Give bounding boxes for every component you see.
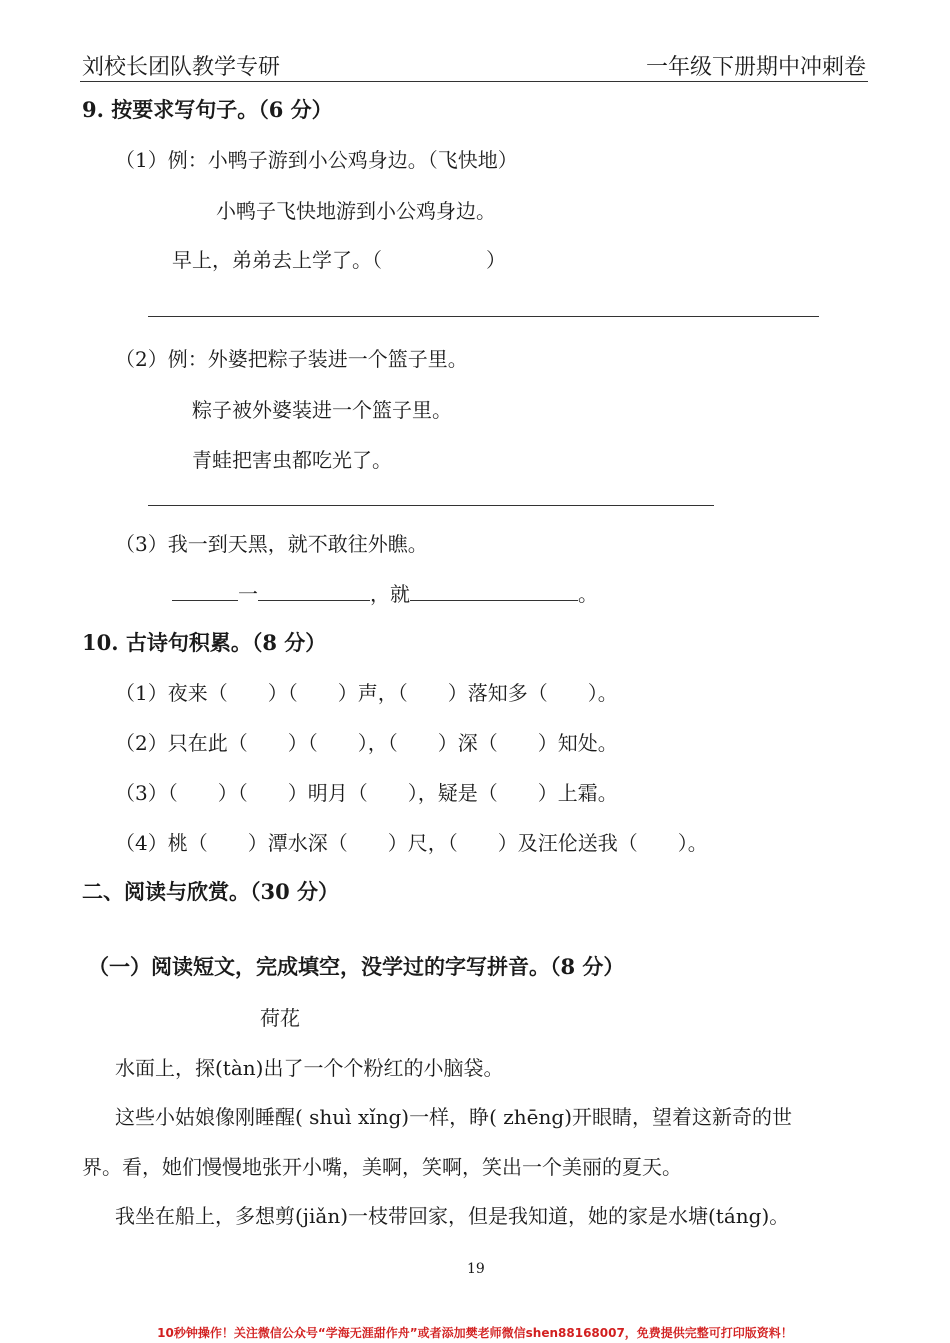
reading-para-3: 我坐在船上，多想剪(jiǎn)一枝带回家，但是我知道，她的家是水塘(táng)。 [115,1204,790,1228]
part2-sub-title: （一）阅读短文，完成填空，没学过的字写拼音。（8 分） [88,954,625,979]
part2-title: 二、阅读与欣赏。（30 分） [82,879,340,904]
q9-title: 9. 按要求写句子。（6 分） [82,97,333,122]
footer-promo: 10秒钟操作！关注微信公众号“学海无涯甜作舟”或者添加樊老师微信shen88168007，免费提供完整可打印版资料！ [157,1326,793,1340]
q9-p2-answer-line[interactable] [148,505,714,506]
q10-line-2: （2）只在此（ ）（ ），（ ）深（ ）知处。 [115,731,618,755]
reading-para-2-line-2: 界。看，她们慢慢地张开小嘴，美啊，笑啊，笑出一个美丽的夏天。 [82,1155,682,1179]
q9-p3-jiu: ，就 [370,582,410,606]
q9-p1-example: （1）例：小鸭子游到小公鸡身边。（飞快地） [115,148,518,172]
q9-p1-task [172,244,506,273]
q9-p3-blank-3[interactable] [410,582,578,601]
q9-p1-task-close: ） [486,248,506,272]
q9-p2-example: （2）例：外婆把粽子装进一个篮子里。 [115,347,468,371]
q9-p1-answer-line[interactable] [148,316,819,317]
q9-p3-blank-2[interactable] [258,582,370,601]
q9-p3-blank-1[interactable] [172,582,238,601]
q10-line-3: （3）（ ）（ ）明月（ ），疑是（ ）上霜。 [115,781,618,805]
q10-line-4: （4）桃（ ）潭水深（ ）尺，（ ）及汪伦送我（ ）。 [115,831,708,855]
q9-p1-answer: 小鸭子飞快地游到小公鸡身边。 [216,199,496,223]
page-number: 19 [467,1261,485,1277]
poem-title: 荷花 [260,1006,300,1030]
q9-p2-task: 青蛙把害虫都吃光了。 [192,448,392,472]
header-divider [80,81,868,82]
q9-p3-task [172,578,598,607]
q10-line-1: （1）夜来（ ）（ ）声，（ ）落知多（ ）。 [115,681,618,705]
q9-p3-end: 。 [578,582,598,606]
q10-title: 10. 古诗句积累。（8 分） [82,630,327,655]
reading-para-2-line-1: 这些小姑娘像刚睡醒( shuì xǐng)一样，睁( zhēng)开眼睛，望着这新奇的世 [115,1105,793,1129]
header-right: 一年级下册期中冲刺卷 [645,55,866,80]
q9-p3-example: （3）我一到天黑，就不敢往外瞧。 [115,532,428,556]
q9-p2-answer: 粽子被外婆装进一个篮子里。 [192,398,452,422]
q9-p3-yi: 一 [238,582,258,606]
reading-para-1: 水面上，探(tàn)出了一个个粉红的小脑袋。 [115,1056,504,1080]
q9-p1-task-text: 早上，弟弟去上学了。（ [172,248,382,272]
header-left: 刘校长团队教学专研 [82,55,281,80]
